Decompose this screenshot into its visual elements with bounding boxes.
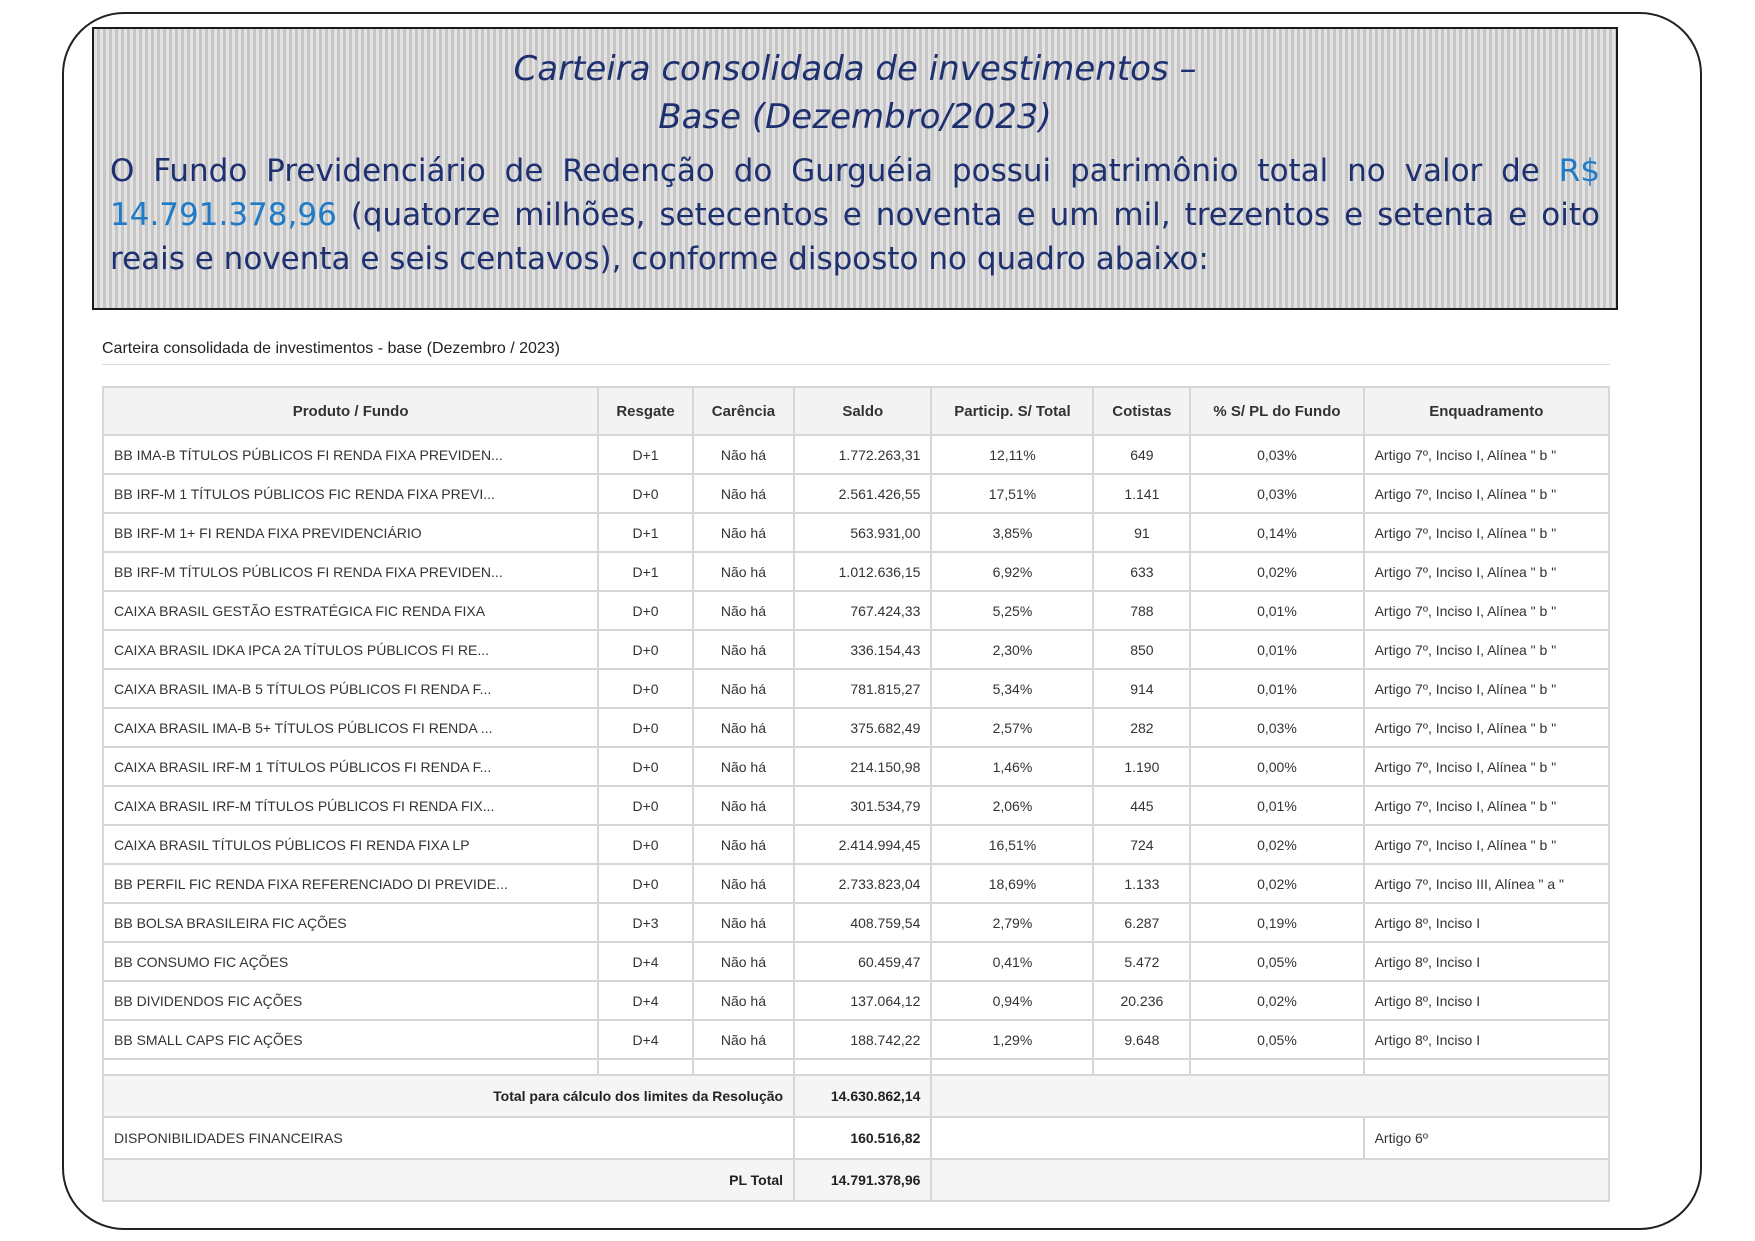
cell-cotistas: 850 <box>1093 630 1190 669</box>
cell-saldo: 214.150,98 <box>794 747 931 786</box>
cell-pl-fundo: 0,01% <box>1190 786 1363 825</box>
cell-saldo: 375.682,49 <box>794 708 931 747</box>
cell-resgate: D+1 <box>598 552 693 591</box>
summary-text-after: (quatorze milhões, setecentos e noventa e um mil, trezentos e setenta e oito reais e noventa e seis centavos), conforme disposto no quadro abaixo: <box>110 197 1600 277</box>
pl-total-row <box>103 1159 1609 1201</box>
cell-particip: 0,94% <box>931 981 1093 1020</box>
pl-total-label: PL Total <box>103 1159 794 1201</box>
cell-resgate: D+3 <box>598 903 693 942</box>
cell-saldo: 563.931,00 <box>794 513 931 552</box>
disp-enquadramento: Artigo 6º <box>1364 1117 1609 1159</box>
cell-particip: 18,69% <box>931 864 1093 903</box>
cell-particip: 17,51% <box>931 474 1093 513</box>
cell-pl-fundo: 0,03% <box>1190 435 1363 474</box>
col-header-pl-fundo: % S/ PL do Fundo <box>1190 387 1363 435</box>
cell-enquadramento: Artigo 7º, Inciso I, Alínea " b " <box>1364 786 1609 825</box>
col-header-saldo: Saldo <box>794 387 931 435</box>
cell-enquadramento: Artigo 8º, Inciso I <box>1364 903 1609 942</box>
cell-resgate: D+1 <box>598 513 693 552</box>
cell-cotistas: 633 <box>1093 552 1190 591</box>
cell-resgate: D+0 <box>598 630 693 669</box>
cell-resgate: D+0 <box>598 708 693 747</box>
cell-fund-name: BB DIVIDENDOS FIC AÇÕES <box>103 981 598 1020</box>
cell-cotistas: 9.648 <box>1093 1020 1190 1059</box>
cell-enquadramento: Artigo 8º, Inciso I <box>1364 942 1609 981</box>
cell-cotistas: 91 <box>1093 513 1190 552</box>
cell-fund-name: BB IMA-B TÍTULOS PÚBLICOS FI RENDA FIXA PREVIDEN... <box>103 435 598 474</box>
cell-carencia: Não há <box>693 903 794 942</box>
cell-cotistas: 1.190 <box>1093 747 1190 786</box>
cell-enquadramento: Artigo 7º, Inciso I, Alínea " b " <box>1364 630 1609 669</box>
col-header-carencia: Carência <box>693 387 794 435</box>
cell-saldo: 2.414.994,45 <box>794 825 931 864</box>
cell-cotistas: 649 <box>1093 435 1190 474</box>
cell-saldo: 336.154,43 <box>794 630 931 669</box>
table-row <box>103 474 1609 513</box>
cell-fund-name: CAIXA BRASIL IMA-B 5+ TÍTULOS PÚBLICOS FI RENDA ... <box>103 708 598 747</box>
cell-pl-fundo: 0,01% <box>1190 630 1363 669</box>
cell-enquadramento: Artigo 7º, Inciso I, Alínea " b " <box>1364 552 1609 591</box>
table-row <box>103 942 1609 981</box>
table-row <box>103 903 1609 942</box>
cell-fund-name: BB IRF-M 1 TÍTULOS PÚBLICOS FIC RENDA FIXA PREVI... <box>103 474 598 513</box>
cell-cotistas: 6.287 <box>1093 903 1190 942</box>
cell-cotistas: 724 <box>1093 825 1190 864</box>
cell-enquadramento: Artigo 8º, Inciso I <box>1364 981 1609 1020</box>
summary-title <box>94 45 1616 141</box>
cell-resgate: D+0 <box>598 864 693 903</box>
cell-enquadramento: Artigo 8º, Inciso I <box>1364 1020 1609 1059</box>
disponibilidades-row <box>103 1117 1609 1159</box>
cell-pl-fundo: 0,00% <box>1190 747 1363 786</box>
cell-enquadramento: Artigo 7º, Inciso III, Alínea " a " <box>1364 864 1609 903</box>
cell-saldo: 408.759,54 <box>794 903 931 942</box>
cell-resgate: D+0 <box>598 786 693 825</box>
cell-cotistas: 788 <box>1093 591 1190 630</box>
cell-carencia: Não há <box>693 435 794 474</box>
cell-pl-fundo: 0,02% <box>1190 552 1363 591</box>
cell-pl-fundo: 0,03% <box>1190 474 1363 513</box>
cell-fund-name: BB IRF-M 1+ FI RENDA FIXA PREVIDENCIÁRIO <box>103 513 598 552</box>
cell-particip: 2,79% <box>931 903 1093 942</box>
cell-pl-fundo: 0,14% <box>1190 513 1363 552</box>
cell-particip: 6,92% <box>931 552 1093 591</box>
cell-saldo: 137.064,12 <box>794 981 931 1020</box>
cell-pl-fundo: 0,02% <box>1190 981 1363 1020</box>
cell-particip: 12,11% <box>931 435 1093 474</box>
cell-fund-name: BB BOLSA BRASILEIRA FIC AÇÕES <box>103 903 598 942</box>
col-header-cotistas: Cotistas <box>1093 387 1190 435</box>
cell-carencia: Não há <box>693 864 794 903</box>
table-row <box>103 552 1609 591</box>
cell-carencia: Não há <box>693 513 794 552</box>
title-line-2: Base (Dezembro/2023) <box>658 97 1052 137</box>
cell-pl-fundo: 0,05% <box>1190 942 1363 981</box>
cell-carencia: Não há <box>693 591 794 630</box>
cell-enquadramento: Artigo 7º, Inciso I, Alínea " b " <box>1364 513 1609 552</box>
cell-enquadramento: Artigo 7º, Inciso I, Alínea " b " <box>1364 591 1609 630</box>
disp-label: DISPONIBILIDADES FINANCEIRAS <box>103 1117 794 1159</box>
cell-saldo: 1.772.263,31 <box>794 435 931 474</box>
cell-particip: 5,25% <box>931 591 1093 630</box>
cell-particip: 1,29% <box>931 1020 1093 1059</box>
cell-cotistas: 1.141 <box>1093 474 1190 513</box>
col-header-resgate: Resgate <box>598 387 693 435</box>
cell-fund-name: BB IRF-M TÍTULOS PÚBLICOS FI RENDA FIXA PREVIDEN... <box>103 552 598 591</box>
total-row <box>103 1075 1609 1117</box>
cell-fund-name: BB SMALL CAPS FIC AÇÕES <box>103 1020 598 1059</box>
cell-enquadramento: Artigo 7º, Inciso I, Alínea " b " <box>1364 708 1609 747</box>
cell-enquadramento: Artigo 7º, Inciso I, Alínea " b " <box>1364 435 1609 474</box>
cell-saldo: 2.561.426,55 <box>794 474 931 513</box>
cell-particip: 16,51% <box>931 825 1093 864</box>
cell-resgate: D+4 <box>598 1020 693 1059</box>
cell-fund-name: CAIXA BRASIL TÍTULOS PÚBLICOS FI RENDA FIXA LP <box>103 825 598 864</box>
cell-cotistas: 5.472 <box>1093 942 1190 981</box>
cell-cotistas: 1.133 <box>1093 864 1190 903</box>
cell-fund-name: CAIXA BRASIL IMA-B 5 TÍTULOS PÚBLICOS FI RENDA F... <box>103 669 598 708</box>
cell-saldo: 781.815,27 <box>794 669 931 708</box>
col-header-enquadramento: Enquadramento <box>1364 387 1609 435</box>
cell-cotistas: 914 <box>1093 669 1190 708</box>
cell-particip: 2,57% <box>931 708 1093 747</box>
table-row <box>103 747 1609 786</box>
summary-text-before: O Fundo Previdenciário de Redenção do Gurguéia possui patrimônio total no valor de <box>110 153 1559 189</box>
cell-cotistas: 445 <box>1093 786 1190 825</box>
cell-resgate: D+4 <box>598 981 693 1020</box>
cell-saldo: 301.534,79 <box>794 786 931 825</box>
cell-resgate: D+0 <box>598 825 693 864</box>
cell-enquadramento: Artigo 7º, Inciso I, Alínea " b " <box>1364 747 1609 786</box>
cell-carencia: Não há <box>693 552 794 591</box>
total-label: Total para cálculo dos limites da Resolução <box>103 1075 794 1117</box>
table-caption: Carteira consolidada de investimentos - base (Dezembro / 2023) <box>102 340 561 357</box>
cell-fund-name: CAIXA BRASIL IDKA IPCA 2A TÍTULOS PÚBLICOS FI RE... <box>103 630 598 669</box>
table-row <box>103 825 1609 864</box>
cell-fund-name: CAIXA BRASIL IRF-M 1 TÍTULOS PÚBLICOS FI RENDA F... <box>103 747 598 786</box>
cell-cotistas: 282 <box>1093 708 1190 747</box>
cell-resgate: D+1 <box>598 435 693 474</box>
cell-resgate: D+4 <box>598 942 693 981</box>
portfolio-table <box>102 386 1610 1202</box>
cell-saldo: 767.424,33 <box>794 591 931 630</box>
cell-saldo: 2.733.823,04 <box>794 864 931 903</box>
cell-fund-name: CAIXA BRASIL IRF-M TÍTULOS PÚBLICOS FI RENDA FIX... <box>103 786 598 825</box>
cell-pl-fundo: 0,02% <box>1190 825 1363 864</box>
table-row <box>103 669 1609 708</box>
cell-particip: 2,30% <box>931 630 1093 669</box>
cell-carencia: Não há <box>693 825 794 864</box>
table-row <box>103 708 1609 747</box>
cell-fund-name: BB PERFIL FIC RENDA FIXA REFERENCIADO DI PREVIDE... <box>103 864 598 903</box>
cell-carencia: Não há <box>693 630 794 669</box>
cell-resgate: D+0 <box>598 474 693 513</box>
cell-enquadramento: Artigo 7º, Inciso I, Alínea " b " <box>1364 669 1609 708</box>
cell-resgate: D+0 <box>598 669 693 708</box>
table-row <box>103 435 1609 474</box>
cell-pl-fundo: 0,01% <box>1190 669 1363 708</box>
summary-text <box>110 149 1600 281</box>
cell-carencia: Não há <box>693 708 794 747</box>
disp-value: 160.516,82 <box>794 1117 931 1159</box>
cell-particip: 2,06% <box>931 786 1093 825</box>
table-row <box>103 591 1609 630</box>
cell-particip: 5,34% <box>931 669 1093 708</box>
table-row <box>103 513 1609 552</box>
caption-divider <box>102 364 1610 365</box>
cell-resgate: D+0 <box>598 747 693 786</box>
summary-box <box>92 27 1618 310</box>
cell-carencia: Não há <box>693 942 794 981</box>
cell-pl-fundo: 0,01% <box>1190 591 1363 630</box>
cell-particip: 3,85% <box>931 513 1093 552</box>
table-row <box>103 1020 1609 1059</box>
cell-particip: 1,46% <box>931 747 1093 786</box>
table-row <box>103 981 1609 1020</box>
cell-carencia: Não há <box>693 1020 794 1059</box>
cell-saldo: 60.459,47 <box>794 942 931 981</box>
cell-carencia: Não há <box>693 981 794 1020</box>
title-line-1: Carteira consolidada de investimentos – <box>513 49 1197 89</box>
cell-fund-name: BB CONSUMO FIC AÇÕES <box>103 942 598 981</box>
cell-pl-fundo: 0,03% <box>1190 708 1363 747</box>
cell-fund-name: CAIXA BRASIL GESTÃO ESTRATÉGICA FIC RENDA FIXA <box>103 591 598 630</box>
cell-enquadramento: Artigo 7º, Inciso I, Alínea " b " <box>1364 474 1609 513</box>
table-row <box>103 864 1609 903</box>
cell-resgate: D+0 <box>598 591 693 630</box>
cell-carencia: Não há <box>693 786 794 825</box>
summary-amount: R$ 14.791.378,96 <box>110 153 1600 233</box>
cell-carencia: Não há <box>693 747 794 786</box>
cell-carencia: Não há <box>693 474 794 513</box>
cell-saldo: 1.012.636,15 <box>794 552 931 591</box>
table-header-row <box>103 387 1609 435</box>
col-header-particip: Particip. S/ Total <box>931 387 1093 435</box>
cell-cotistas: 20.236 <box>1093 981 1190 1020</box>
cell-carencia: Não há <box>693 669 794 708</box>
table-row <box>103 786 1609 825</box>
cell-enquadramento: Artigo 7º, Inciso I, Alínea " b " <box>1364 825 1609 864</box>
cell-pl-fundo: 0,05% <box>1190 1020 1363 1059</box>
pl-total-value: 14.791.378,96 <box>794 1159 931 1201</box>
cell-pl-fundo: 0,19% <box>1190 903 1363 942</box>
col-header-produto: Produto / Fundo <box>103 387 598 435</box>
cell-saldo: 188.742,22 <box>794 1020 931 1059</box>
table-row <box>103 630 1609 669</box>
spacer-row <box>103 1059 1609 1075</box>
total-value: 14.630.862,14 <box>794 1075 931 1117</box>
cell-particip: 0,41% <box>931 942 1093 981</box>
cell-pl-fundo: 0,02% <box>1190 864 1363 903</box>
